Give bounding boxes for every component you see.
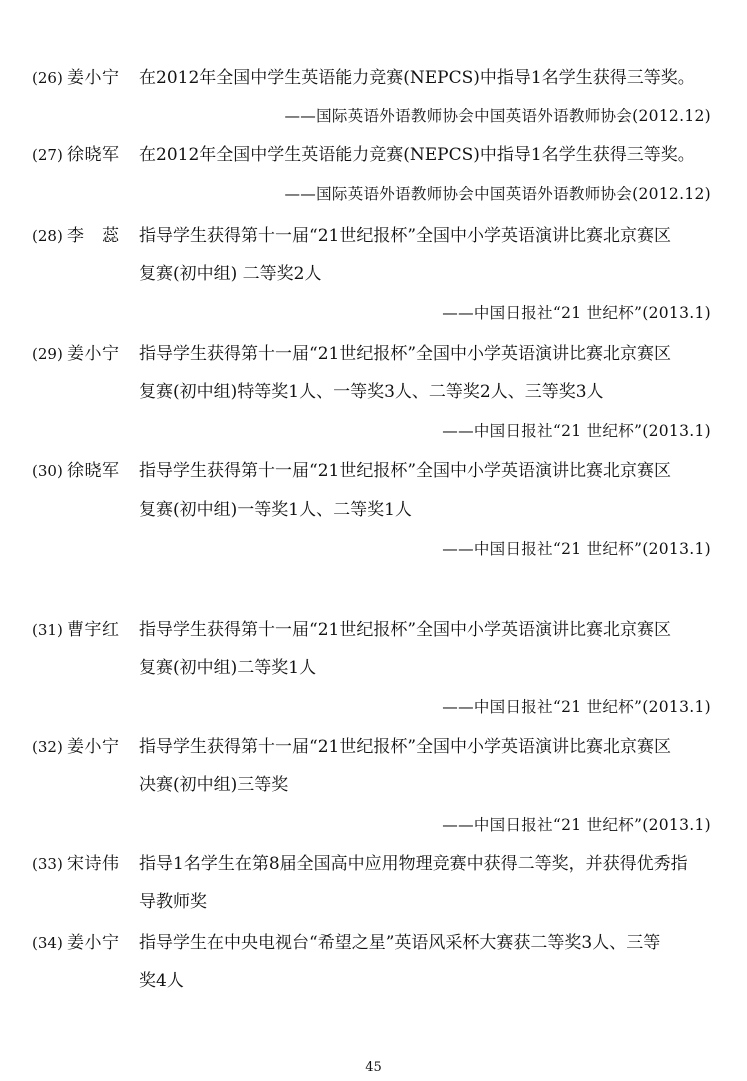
entry-number: (29) bbox=[32, 345, 63, 363]
page-number: 45 bbox=[365, 1060, 382, 1075]
teacher-name: 宋诗伟 bbox=[67, 854, 120, 874]
entry-text-line: 复赛(初中组)一等奖1人、二等奖1人 bbox=[139, 500, 412, 520]
teacher-name: 李 蕊 bbox=[67, 226, 120, 246]
entry-number: (32) bbox=[32, 738, 63, 756]
teacher-name: 姜小宁 bbox=[67, 933, 120, 953]
entry-text-line: 指导学生在中央电视台“希望之星”英语风采杯大赛获二等奖3人、三等 bbox=[139, 933, 661, 953]
entry-number: (28) bbox=[32, 227, 63, 245]
entry-text-line: 指导学生获得第十一届“21世纪报杯”全国中小学英语演讲比赛北京赛区 bbox=[139, 737, 672, 757]
entry-number: (30) bbox=[32, 462, 63, 480]
entry-text-line: 指导学生获得第十一届“21世纪报杯”全国中小学英语演讲比赛北京赛区 bbox=[139, 344, 672, 364]
entry-text-line: 复赛(初中组) 二等奖2人 bbox=[139, 264, 322, 284]
teacher-name: 姜小宁 bbox=[67, 344, 120, 364]
entry-source: ——中国日报社“21 世纪杯”(2013.1) bbox=[442, 698, 711, 716]
teacher-name: 姜小宁 bbox=[67, 68, 120, 88]
entry-text-line: 奖4人 bbox=[139, 971, 184, 991]
entry-source: ——国际英语外语教师协会中国英语外语教师协会(2012.12) bbox=[284, 107, 711, 125]
teacher-name: 徐晓军 bbox=[67, 145, 120, 165]
entry-source: ——中国日报社“21 世纪杯”(2013.1) bbox=[442, 540, 711, 558]
teacher-name: 姜小宁 bbox=[67, 737, 120, 757]
entry-text-line: 指导学生获得第十一届“21世纪报杯”全国中小学英语演讲比赛北京赛区 bbox=[139, 461, 672, 481]
entry-text-line: 指导学生获得第十一届“21世纪报杯”全国中小学英语演讲比赛北京赛区 bbox=[139, 620, 672, 640]
entry-text-line: 在2012年全国中学生英语能力竞赛(NEPCS)中指导1名学生获得三等奖。 bbox=[139, 68, 695, 88]
entry-number: (34) bbox=[32, 934, 63, 952]
entry-source: ——中国日报社“21 世纪杯”(2013.1) bbox=[442, 422, 711, 440]
entry-number: (33) bbox=[32, 855, 63, 873]
entry-source: ——国际英语外语教师协会中国英语外语教师协会(2012.12) bbox=[284, 185, 711, 203]
entry-text-line: 指导学生获得第十一届“21世纪报杯”全国中小学英语演讲比赛北京赛区 bbox=[139, 226, 672, 246]
entry-text-line: 导教师奖 bbox=[139, 892, 207, 912]
entry-text-line: 决赛(初中组)三等奖 bbox=[139, 775, 289, 795]
entry-source: ——中国日报社“21 世纪杯”(2013.1) bbox=[442, 816, 711, 834]
entry-text-line: 复赛(初中组)特等奖1人、一等奖3人、二等奖2人、三等奖3人 bbox=[139, 382, 604, 402]
teacher-name: 徐晓军 bbox=[67, 461, 120, 481]
entry-number: (26) bbox=[32, 69, 63, 87]
entry-number: (27) bbox=[32, 146, 63, 164]
entry-text-line: 在2012年全国中学生英语能力竞赛(NEPCS)中指导1名学生获得三等奖。 bbox=[139, 145, 695, 165]
entry-text-line: 复赛(初中组)二等奖1人 bbox=[139, 658, 317, 678]
entry-number: (31) bbox=[32, 621, 63, 639]
teacher-name: 曹宇红 bbox=[67, 620, 120, 640]
entry-source: ——中国日报社“21 世纪杯”(2013.1) bbox=[442, 304, 711, 322]
entry-text-line: 指导1名学生在第8届全国高中应用物理竞赛中获得二等奖，并获得优秀指 bbox=[139, 854, 688, 874]
